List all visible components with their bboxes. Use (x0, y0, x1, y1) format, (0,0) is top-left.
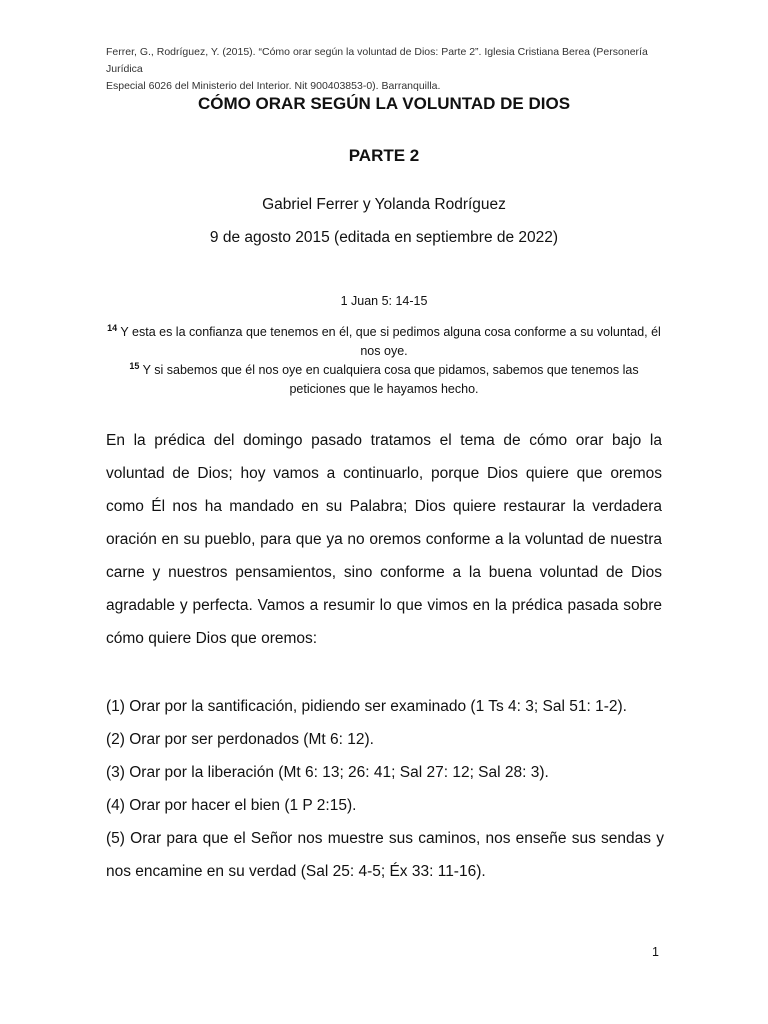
citation-line-2: Especial 6026 del Ministerio del Interior. Nit 900403853-0). Barranquilla. (106, 80, 441, 92)
document-subtitle: PARTE 2 (348, 146, 420, 165)
citation-header (106, 44, 676, 95)
list-item: (2) Orar por ser perdonados (Mt 6: 12). (106, 731, 374, 748)
intro-paragraph: En la prédica del domingo pasado tratamos el tema de cómo orar bajo la voluntad de Dios; hoy vamos a continuarlo, porque Dios quiere que oremos como Él nos ha mandado en su Palabra; Dios quiere restaurar la verdadera oración en su pueblo, para que ya no oremos conforme a la voluntad de nuestra carne y nuestros pensamientos, sino conforme a la buena voluntad de Dios agradable y perfecta. Vamos a resumir lo que vimos en la prédica pasada sobre cómo quiere Dios que oremos: (106, 432, 662, 647)
verse-14 (104, 323, 664, 361)
list-item: (1) Orar por la santificación, pidiendo ser examinado (1 Ts 4: 3; Sal 51: 1-2). (106, 698, 627, 715)
verse-15 (104, 361, 664, 399)
citation-line-1: Ferrer, G., Rodríguez, Y. (2015). “Cómo orar según la voluntad de Dios: Parte 2”. Iglesia Cristiana Berea (Personería Jurídica (106, 46, 648, 75)
verse-text: Y esta es la confianza que tenemos en él, que si pedimos alguna cosa conforme a su voluntad, él nos oye. (117, 325, 661, 358)
authors: Gabriel Ferrer y Yolanda Rodríguez (262, 196, 506, 213)
list-item: (3) Orar por la liberación (Mt 6: 13; 26: 41; Sal 27: 12; Sal 28: 3). (106, 764, 549, 781)
prayer-list (106, 690, 664, 888)
document-title: CÓMO ORAR SEGÚN LA VOLUNTAD DE DIOS (197, 94, 571, 113)
list-item: (5) Orar para que el Señor nos muestre sus caminos, nos enseñe sus sendas y nos encamine en su verdad (Sal 25: 4-5; Éx 33: 11-16). (106, 830, 664, 880)
date-line: 9 de agosto 2015 (editada en septiembre de 2022) (209, 229, 559, 246)
verse-number: 14 (107, 322, 118, 333)
scripture-reference: 1 Juan 5: 14-15 (340, 294, 428, 308)
page-number: 1 (652, 945, 659, 959)
verse-text: Y si sabemos que él nos oye en cualquiera cosa que pidamos, sabemos que tenemos las peticiones que le hayamos hecho. (139, 363, 639, 396)
verse-number: 15 (129, 360, 140, 371)
list-item: (4) Orar por hacer el bien (1 P 2:15). (106, 797, 357, 814)
scripture-verses (104, 323, 664, 399)
